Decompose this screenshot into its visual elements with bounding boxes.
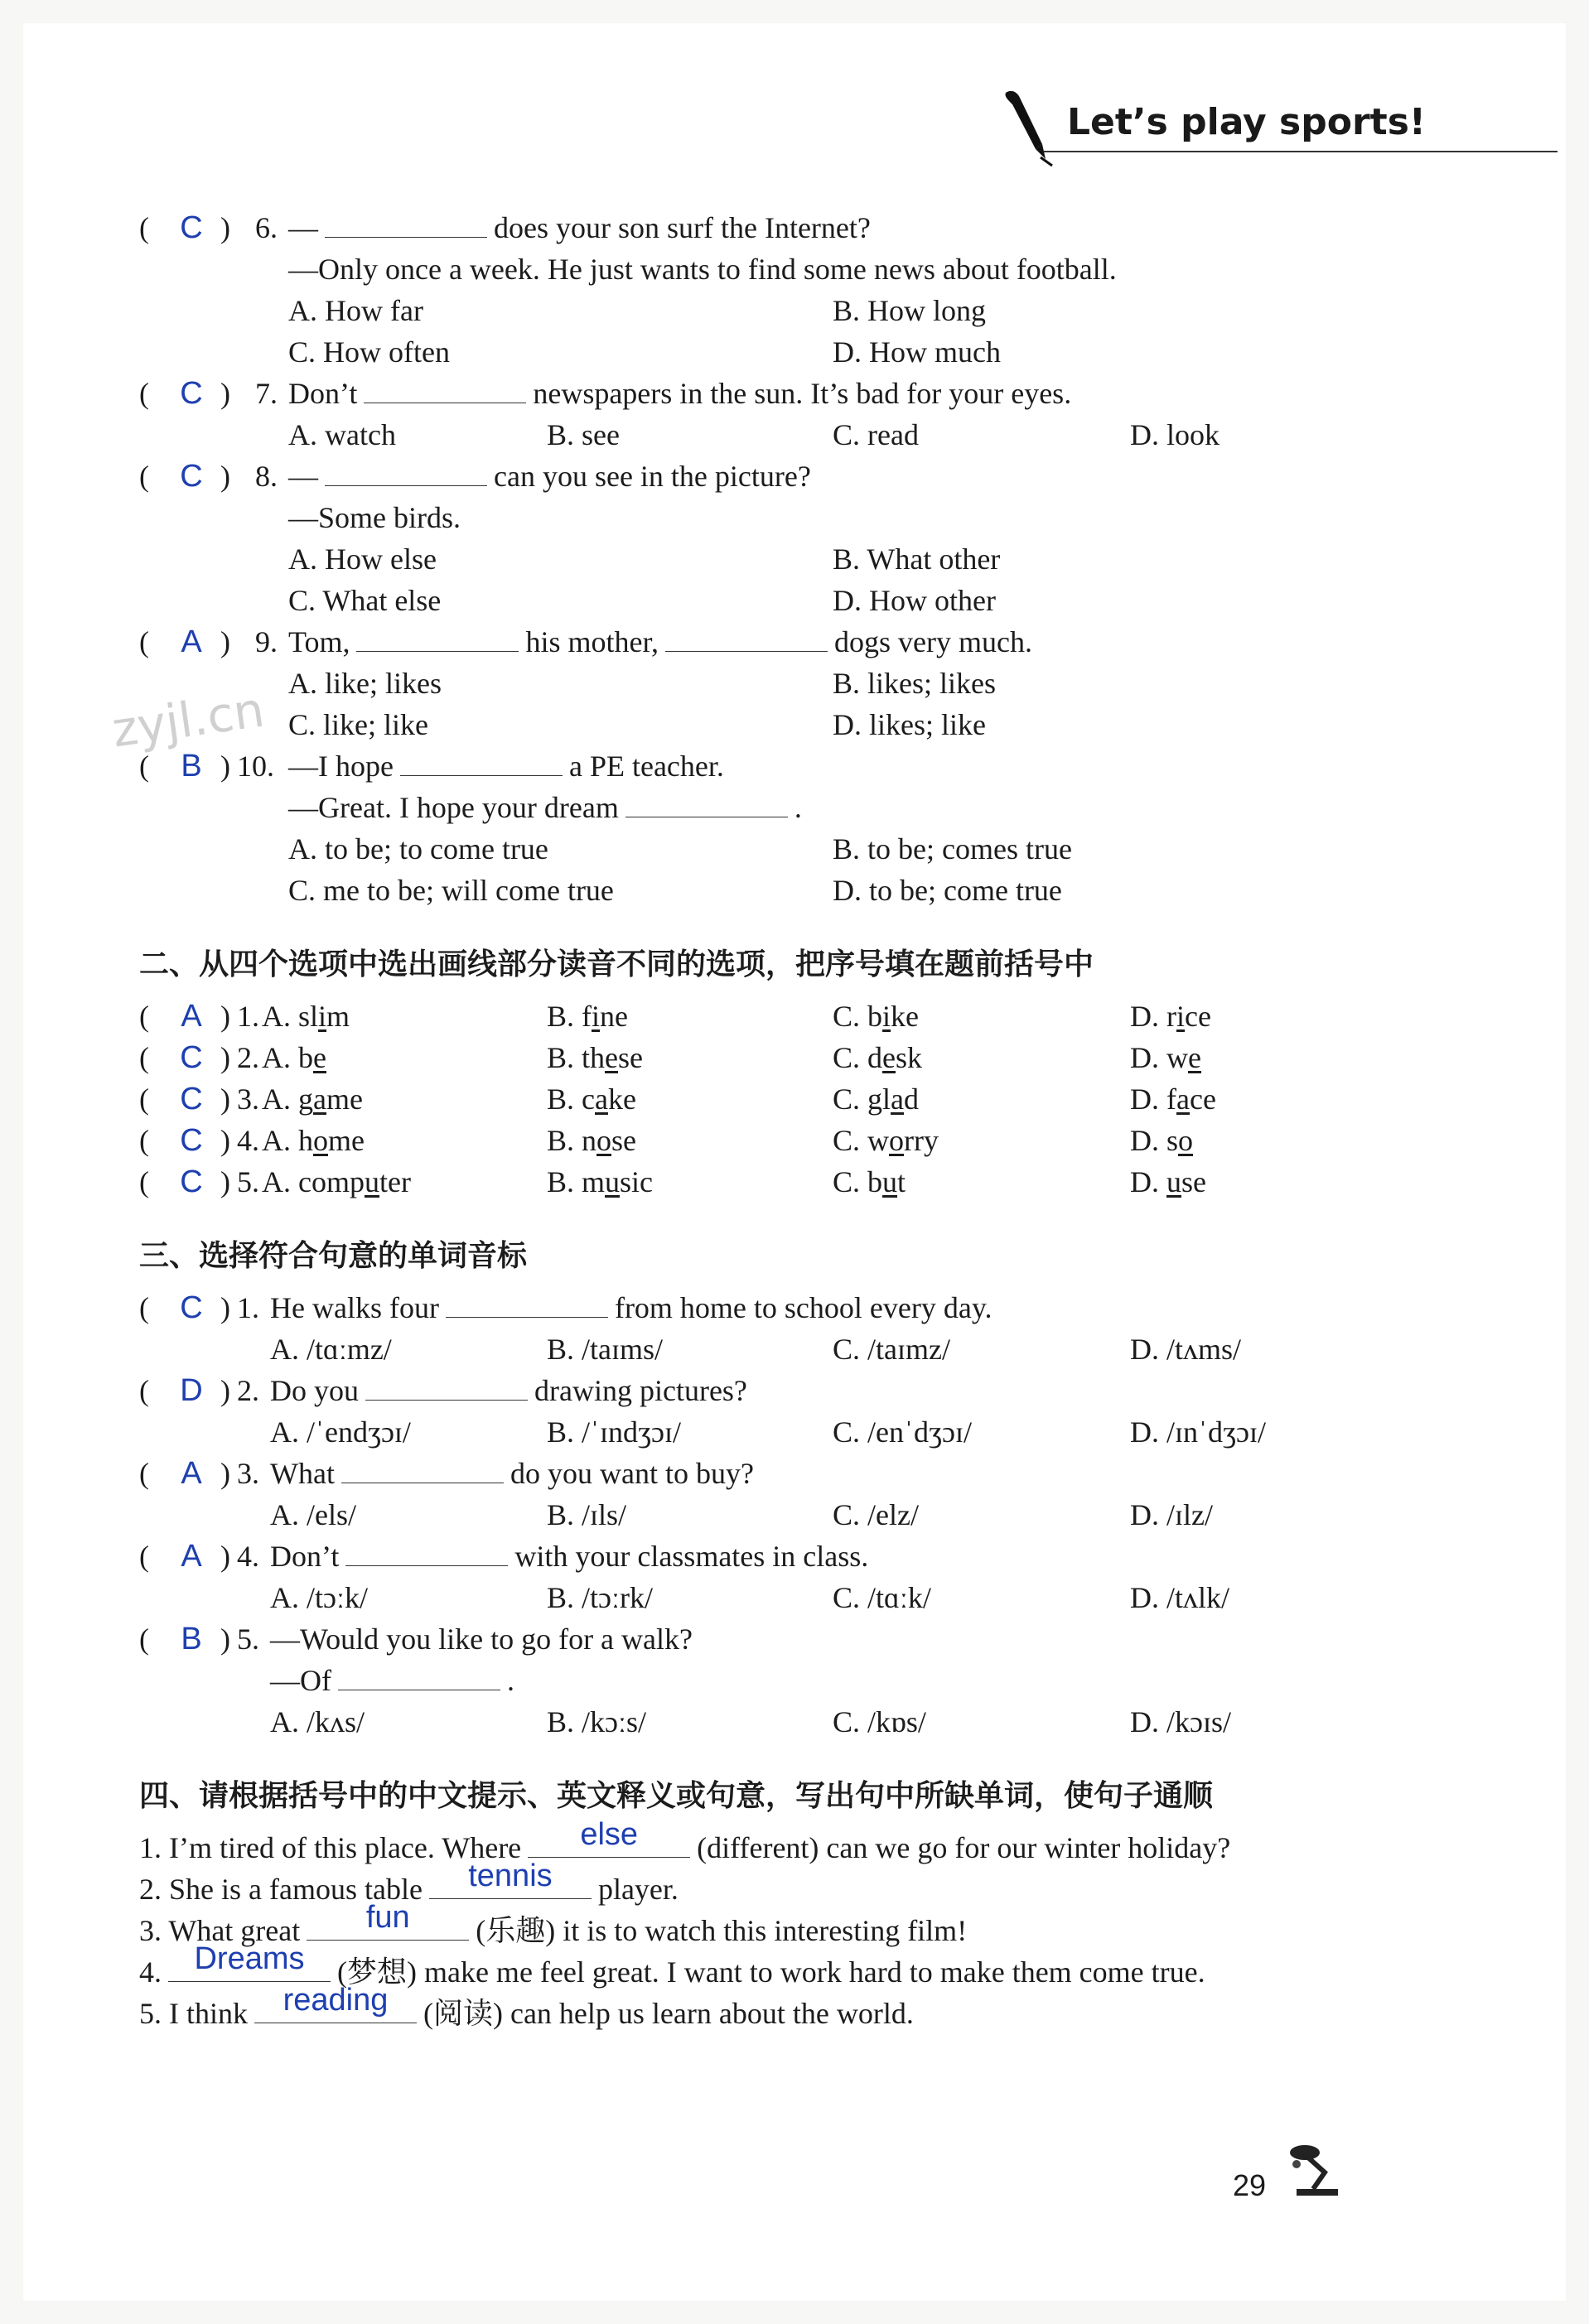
answer-mark: C — [180, 1290, 203, 1325]
option: B. How long — [833, 294, 987, 327]
desk-lamp-icon — [1280, 2141, 1355, 2199]
question-row: ( C ) 3. A. game B. cake C. glad D. face — [139, 1078, 1432, 1120]
option: A. /els/ — [270, 1498, 356, 1531]
question-row: ( D ) 2. Do you drawing pictures? — [139, 1370, 1432, 1411]
option: B. see — [547, 418, 620, 451]
option: C. like; like — [288, 708, 428, 741]
option: B. nose — [547, 1124, 637, 1157]
option: D. /ɪlz/ — [1130, 1498, 1213, 1531]
question-number: 3. — [237, 1082, 259, 1116]
question-number: 5. — [237, 1622, 259, 1656]
page-header — [994, 83, 1558, 162]
option: B. /ɪls/ — [547, 1498, 627, 1531]
question-row: ( C ) 4. A. home B. nose C. worry D. so — [139, 1120, 1432, 1161]
option: A. like; likes — [288, 667, 442, 700]
question-text: Tom, his mother, dogs very much. — [288, 625, 1032, 658]
option: B. to be; comes true — [833, 832, 1072, 865]
question-text: —Great. I hope your dream . — [288, 791, 802, 824]
watermark: zyjl.cn — [109, 681, 268, 759]
section-4 — [139, 1774, 1432, 2034]
question-row — [139, 248, 1432, 290]
option: C. /kɒs/ — [833, 1705, 926, 1738]
options-row — [139, 1494, 1432, 1536]
answer-mark: C — [180, 376, 203, 411]
options-row — [139, 1577, 1432, 1618]
section-3 — [139, 1234, 1432, 1743]
option: D. use — [1130, 1165, 1206, 1198]
question-row: ( A ) 9. Tom, his mother, dogs very much. — [139, 621, 1432, 663]
option: D. /kɔɪs/ — [1130, 1705, 1231, 1738]
answer-blank — [429, 1859, 592, 1899]
filled-answer: Dreams — [194, 1941, 305, 1976]
question-text: What do you want to buy? — [270, 1457, 754, 1490]
section-heading: 四、请根据括号中的中文提示、英文释义或句意，写出句中所缺单词，使句子通顺 — [139, 1779, 1214, 1813]
answer-blank — [168, 1941, 331, 1982]
exercise-content — [139, 207, 1432, 2034]
option: D. likes; like — [833, 708, 986, 741]
answer-blank — [341, 1456, 504, 1483]
filled-answer: else — [580, 1817, 639, 1852]
question-text: He walks four from home to school every day. — [270, 1291, 993, 1324]
question-number: 2. — [237, 1041, 259, 1074]
option: B. /kɔːs/ — [547, 1705, 647, 1738]
section-1 — [139, 207, 1432, 911]
option: A. slim — [262, 1000, 350, 1033]
answer-mark: A — [181, 1539, 202, 1574]
question-number: 6. — [255, 211, 278, 244]
option: C. /tɑːk/ — [833, 1581, 931, 1614]
options-row — [139, 290, 1432, 331]
question-text: —I hope a PE teacher. — [288, 750, 724, 783]
option: C. me to be; will come true — [288, 874, 614, 907]
options-row — [139, 580, 1432, 621]
fill-in-item — [139, 1900, 1432, 1951]
option: D. How much — [833, 335, 1001, 369]
question-text: 1. I’m tired of this place. Where else (different) can we go for our winter holiday? — [139, 1827, 1230, 1868]
options-row — [139, 1701, 1432, 1743]
answer-mark: C — [180, 1164, 203, 1199]
question-text: 5. I think reading (阅读) can help us learn about the world. — [139, 1993, 914, 2034]
question-number: 7. — [255, 377, 278, 410]
question-text: —Only once a week. He just wants to find some news about football. — [288, 253, 1117, 286]
question-number: 1. — [237, 1291, 259, 1324]
options-row — [139, 1411, 1432, 1453]
options-row — [139, 538, 1432, 580]
question-text: —Would you like to go for a walk? — [270, 1622, 693, 1656]
question-number: 5. — [237, 1165, 259, 1198]
answer-blank — [338, 1663, 500, 1690]
section-heading: 二、从四个选项中选出画线部分读音不同的选项，把序号填在题前括号中 — [139, 947, 1094, 981]
header-rule — [1044, 151, 1558, 152]
question-row: ( A ) 1. A. slim B. fine C. bike D. rice — [139, 996, 1432, 1037]
question-row: ( C ) 8. — can you see in the picture? — [139, 456, 1432, 497]
option: D. we — [1130, 1041, 1201, 1074]
option: C. desk — [833, 1041, 923, 1074]
filled-answer: tennis — [468, 1859, 553, 1893]
question-text: 2. She is a famous table tennis player. — [139, 1868, 679, 1910]
option: C. How often — [288, 335, 450, 369]
pen-icon — [994, 83, 1069, 174]
option: D. /tʌms/ — [1130, 1333, 1242, 1366]
question-number: 4. — [237, 1540, 259, 1573]
question-number: 2. — [237, 1374, 259, 1407]
option: D. /ɪnˈdʒɔɪ/ — [1130, 1415, 1266, 1449]
section-heading: 三、选择符合句意的单词音标 — [139, 1239, 528, 1273]
option: A. to be; to come true — [288, 832, 548, 865]
option: A. game — [262, 1082, 363, 1116]
answer-blank — [364, 376, 526, 403]
question-row: ( C ) 5. A. computer B. music C. but D. use — [139, 1161, 1432, 1203]
question-row: ( A ) 4. Don’t with your classmates in class. — [139, 1536, 1432, 1577]
option: B. What other — [833, 542, 1001, 576]
option: A. be — [262, 1041, 326, 1074]
question-text: — can you see in the picture? — [288, 460, 811, 493]
answer-mark: B — [181, 749, 202, 784]
question-number: 3. — [237, 1457, 259, 1490]
answer-blank — [625, 790, 788, 817]
options-row — [139, 331, 1432, 373]
option: A. home — [262, 1124, 365, 1157]
option: B. these — [547, 1041, 643, 1074]
option: B. /tɔːrk/ — [547, 1581, 653, 1614]
answer-blank — [365, 1373, 528, 1401]
question-number: 9. — [255, 625, 278, 658]
question-text: —Of . — [270, 1664, 514, 1697]
fill-in-item — [139, 1983, 1432, 2034]
option: D. look — [1130, 418, 1220, 451]
question-text: 3. What great fun (乐趣) it is to watch this interesting film! — [139, 1910, 967, 1951]
option: C. glad — [833, 1082, 919, 1116]
answer-mark: A — [181, 1456, 202, 1491]
option: D. to be; come true — [833, 874, 1062, 907]
question-row: ( B ) 10. —I hope a PE teacher. — [139, 745, 1432, 787]
filled-answer: reading — [283, 1983, 389, 2018]
option: D. face — [1130, 1082, 1216, 1116]
question-row: ( C ) 1. He walks four from home to school every day. — [139, 1287, 1432, 1328]
option: C. read — [833, 418, 919, 451]
answer-mark: C — [180, 1040, 203, 1075]
question-row: ( C ) 6. — does your son surf the Internet? — [139, 207, 1432, 248]
option: C. worry — [833, 1124, 939, 1157]
option: B. likes; likes — [833, 667, 996, 700]
fill-in-item — [139, 1817, 1432, 1868]
options-row — [139, 870, 1432, 911]
option: A. How else — [288, 542, 437, 576]
question-row — [139, 787, 1432, 828]
header-title: Let’s play sports! — [1067, 101, 1426, 143]
option: A. How far — [288, 294, 423, 327]
question-row — [139, 497, 1432, 538]
answer-blank — [400, 749, 563, 776]
option: D. /tʌlk/ — [1130, 1581, 1230, 1614]
answer-mark: A — [181, 999, 202, 1034]
question-row: ( C ) 2. A. be B. these C. desk D. we — [139, 1037, 1432, 1078]
answer-blank — [446, 1290, 608, 1318]
answer-blank — [528, 1817, 690, 1858]
answer-mark: D — [180, 1373, 203, 1408]
option: C. /elz/ — [833, 1498, 919, 1531]
page-number: 29 — [1233, 2168, 1267, 2202]
options-row — [139, 1328, 1432, 1370]
question-number: 8. — [255, 460, 278, 493]
answer-mark: C — [180, 459, 203, 494]
answer-mark: C — [180, 210, 203, 245]
answer-blank — [254, 1983, 417, 2023]
options-row — [139, 704, 1432, 745]
answer-blank — [325, 210, 487, 238]
option: A. /tɑːmz/ — [270, 1333, 392, 1366]
option: A. /ˈendʒɔɪ/ — [270, 1415, 411, 1449]
question-row: ( C ) 7. Don’t newspapers in the sun. It’s bad for your eyes. — [139, 373, 1432, 414]
answer-blank — [356, 624, 519, 652]
option: A. /kʌs/ — [270, 1705, 365, 1738]
question-number: 1. — [237, 1000, 259, 1033]
answer-mark: C — [180, 1123, 203, 1158]
option: C. What else — [288, 584, 442, 617]
question-text: Do you drawing pictures? — [270, 1374, 747, 1407]
question-row — [139, 1660, 1432, 1701]
option: D. so — [1130, 1124, 1194, 1157]
question-row: ( A ) 3. What do you want to buy? — [139, 1453, 1432, 1494]
option: C. /taɪmz/ — [833, 1333, 950, 1366]
option: A. computer — [262, 1165, 411, 1198]
answer-blank — [325, 459, 487, 486]
question-number: 4. — [237, 1124, 259, 1157]
question-text: 4. Dreams (梦想) make me feel great. I want to work hard to make them come true. — [139, 1951, 1205, 1993]
option: B. /ˈɪndʒɔɪ/ — [547, 1415, 681, 1449]
option: B. cake — [547, 1082, 636, 1116]
question-number: 10. — [237, 750, 274, 783]
option: D. rice — [1130, 1000, 1211, 1033]
option: C. /enˈdʒɔɪ/ — [833, 1415, 972, 1449]
answer-mark: B — [181, 1622, 202, 1656]
option: D. How other — [833, 584, 996, 617]
option: B. fine — [547, 1000, 628, 1033]
option: C. but — [833, 1165, 906, 1198]
section-2 — [139, 943, 1432, 1203]
answer-mark: A — [181, 624, 202, 659]
question-text: Don’t with your classmates in class. — [270, 1540, 869, 1573]
question-text: Don’t newspapers in the sun. It’s bad for your eyes. — [288, 377, 1072, 410]
question-text: —Some birds. — [288, 501, 461, 534]
answer-mark: C — [180, 1082, 203, 1116]
filled-answer: fun — [365, 1900, 410, 1935]
question-row: ( B ) 5. —Would you like to go for a walk? — [139, 1618, 1432, 1660]
answer-blank — [307, 1900, 469, 1941]
options-row — [139, 663, 1432, 704]
question-text: — does your son surf the Internet? — [288, 211, 871, 244]
option: A. /tɔːk/ — [270, 1581, 368, 1614]
option: A. watch — [288, 418, 396, 451]
answer-blank — [665, 624, 828, 652]
option: B. /taɪms/ — [547, 1333, 664, 1366]
options-row — [139, 828, 1432, 870]
answer-blank — [345, 1539, 508, 1566]
option: C. bike — [833, 1000, 920, 1033]
option: B. music — [547, 1165, 654, 1198]
options-row — [139, 414, 1432, 456]
